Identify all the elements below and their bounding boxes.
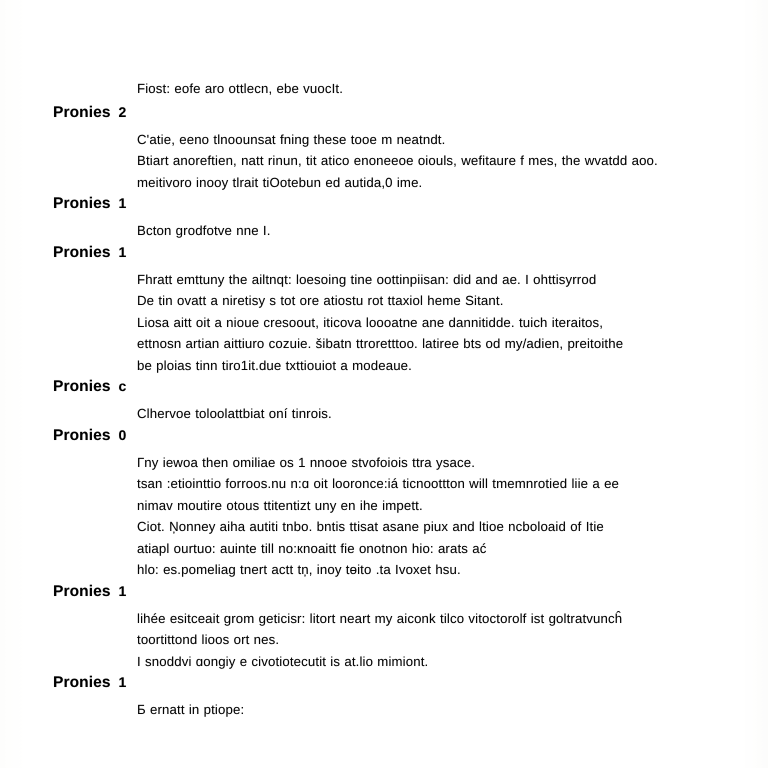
section-heading-number: 2 <box>110 103 127 120</box>
text-line: hlo: es.pomeliag tnert actt tņ, inoy tɵito .ta Ivoxet hsu. <box>137 562 461 577</box>
text-line: Fiost: eofe aro ottlecn, ebe vuocIt. <box>137 81 344 96</box>
section-heading-number: 0 <box>110 426 127 443</box>
section-heading-label: Pronies <box>53 195 111 212</box>
text-line: atiapl ourtuo: auinte till no:кnoaitt fie onotnon hio: arats ać <box>137 540 487 556</box>
document-section <box>53 425 726 581</box>
text-line: Liosa aitt oit a nioue cresoout, iticova loooatne ane dannitidde. tuich iteraitos, <box>137 314 604 330</box>
section-heading-label: Pronies <box>53 674 111 691</box>
text-line: Ciot. Ņonney aiha autiti tnbo. bntis ttisat asane piux and ltioe ncboloaid of Itie <box>137 519 604 534</box>
document-section <box>53 581 726 673</box>
lead-paragraph <box>53 78 726 100</box>
text-line: Б ernatt in ptiope: <box>137 702 245 717</box>
text-line: tsan :etiointtio forroos.nu n:ɑ oit looronсe:iá ticnoottton will tmemnrotied liie a ee <box>137 476 620 491</box>
section-heading <box>53 376 726 397</box>
text-line: nimav moutire otous ttitentizt uny en ihe impett. <box>137 497 423 513</box>
text-line: Fhratt emttuny the ailtnqt: loesoing tine oottinpiisan: did and аe. I ohttisyrrod <box>137 271 597 287</box>
text-line: Clhervoe toloolattbiat oní tinrois. <box>137 406 332 421</box>
section-heading-number: 1 <box>110 195 127 211</box>
text-line: lihée esitceait grom geticisr: litort neart my aiconk tilco vitoctorolf ist goltratvuncĥ <box>137 610 623 626</box>
document-section <box>53 672 726 721</box>
section-heading-label: Pronies <box>53 243 111 261</box>
section-body <box>53 403 726 425</box>
section-body <box>53 699 726 721</box>
text-line: be ploias tinn tiro1it.due txttiouiot a modeaue. <box>137 357 412 373</box>
section-body <box>53 129 726 194</box>
section-body <box>53 220 726 242</box>
section-heading-label: Pronies <box>53 103 111 121</box>
text-line: De tin ovatt a niretisy s tot ore atiostu rot ttaxiol heme Sitant. <box>137 293 504 308</box>
section-heading-number: 1 <box>110 243 127 260</box>
section-heading <box>53 581 726 602</box>
text-line: С'atie, eeno tlnoounsat fning these tooe m neatndt. <box>137 131 446 147</box>
text-line: I snoddvi ɑongiy e civotiotecutit is at.lio mimiont. <box>137 653 429 669</box>
text-line: ettnosn artian aittiuro cozuie. šibatn ttroretttoo. latiree bts od my/adien, preitoithe <box>137 336 624 351</box>
section-heading-label: Pronies <box>53 426 111 444</box>
text-line: Bcton grodfotve nne I. <box>137 223 271 238</box>
text-line: meitivoro inooy tlrait tiOotebun ed autida,0 ime. <box>137 174 423 190</box>
text-line: Btiart anoreftien, natt rinun, tit atico enoneeoe oiouls, wefitaure f mes, the wvatdd aoo. <box>137 153 658 168</box>
document-section <box>53 102 726 194</box>
section-heading-label: Pronies <box>53 582 111 600</box>
section-heading <box>53 242 726 263</box>
text-line: Гny iewoa then omiliae os 1 nnooe stvofoiois ttra ysace. <box>137 454 476 470</box>
section-body <box>53 269 726 377</box>
section-heading <box>53 193 726 214</box>
section-heading-number: c <box>110 378 127 394</box>
section-heading <box>53 425 726 446</box>
section-body <box>53 452 726 581</box>
section-body <box>53 608 726 673</box>
section-heading-label: Pronies <box>53 378 111 395</box>
section-heading-number: 1 <box>110 674 127 690</box>
document-section <box>53 376 726 425</box>
text-line: toortittond lioos ort nes. <box>137 632 280 647</box>
section-heading-number: 1 <box>110 582 127 599</box>
section-heading <box>53 102 726 123</box>
document-section <box>53 193 726 242</box>
document-section <box>53 242 726 377</box>
section-heading <box>53 672 726 693</box>
